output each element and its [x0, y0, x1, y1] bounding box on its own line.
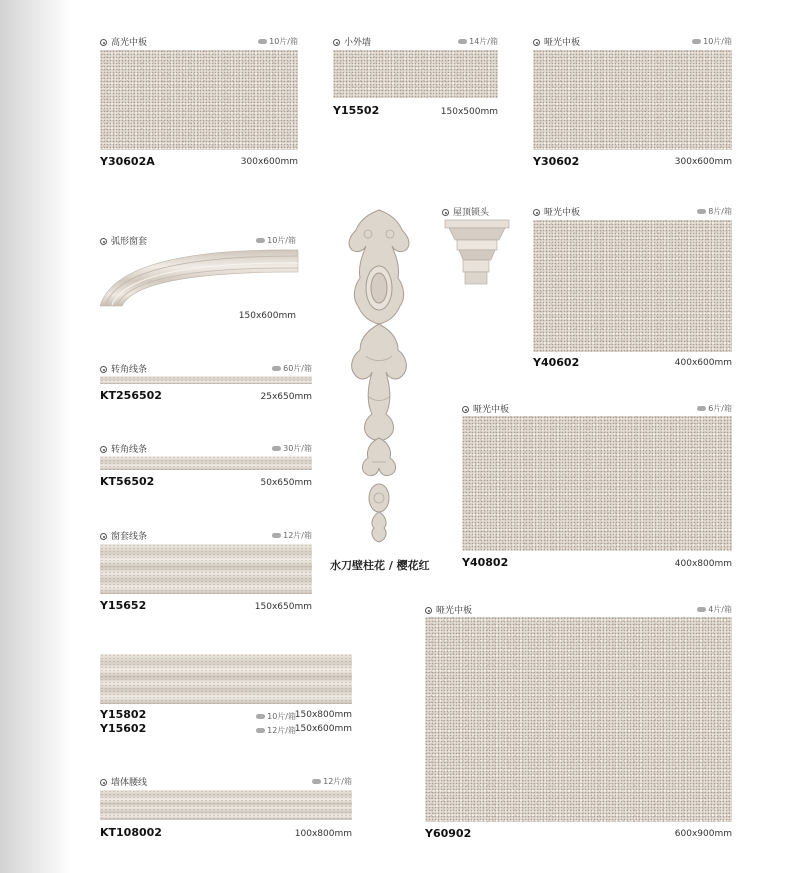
box-icon: [697, 406, 706, 411]
product-size: 150x800mm: [294, 710, 352, 720]
product-code: KT108002: [100, 826, 162, 839]
category-label: 高光中板: [100, 35, 147, 48]
tile-swatch: [333, 50, 498, 98]
product-code: Y40602: [533, 356, 580, 369]
packing-label: 12片/箱: [252, 725, 296, 736]
trim-strip-image: [100, 544, 312, 594]
category-label: 转角线条: [100, 442, 147, 455]
category-label: 墙体腰线: [100, 775, 147, 788]
product-size: 150x650mm: [254, 602, 312, 612]
product-code: KT256502: [100, 389, 162, 402]
trim-strip-image: [100, 376, 312, 384]
tile-swatch: [533, 220, 732, 352]
category-label: 哑光中板: [533, 35, 580, 48]
product-size: 400x600mm: [674, 358, 732, 368]
product-size: 300x600mm: [674, 157, 732, 167]
packing-label: 10片/箱: [672, 36, 732, 47]
tile-swatch: [100, 50, 298, 150]
carved-pilaster-ornament-image: [338, 206, 420, 548]
box-icon: [272, 533, 281, 538]
product-code: Y15502: [333, 104, 380, 117]
packing-label: 12片/箱: [248, 530, 312, 541]
box-icon: [697, 209, 706, 214]
product-size: 150x600mm: [238, 311, 296, 321]
bullet-icon: [533, 39, 540, 46]
packing-label: 14片/箱: [440, 36, 498, 47]
tile-swatch: [533, 50, 732, 150]
packing-label: 30片/箱: [248, 443, 312, 454]
product-size: 300x600mm: [240, 157, 298, 167]
bullet-icon: [533, 209, 540, 216]
box-icon: [256, 728, 265, 733]
category-label: 哑光中板: [425, 603, 472, 616]
bullet-icon: [333, 39, 340, 46]
bullet-icon: [100, 446, 107, 453]
box-icon: [697, 607, 706, 612]
bullet-icon: [100, 366, 107, 373]
trim-strip-image: [100, 654, 352, 704]
bullet-icon: [100, 238, 107, 245]
page-fold-shadow: [0, 0, 70, 873]
tile-swatch: [462, 416, 732, 551]
product-code: Y30602: [533, 155, 580, 168]
product-code: Y15602: [100, 722, 147, 735]
roof-lock-head-image: [443, 218, 513, 286]
bullet-icon: [100, 533, 107, 540]
bullet-icon: [425, 607, 432, 614]
category-label: 小外墙: [333, 35, 371, 48]
product-size: 100x800mm: [294, 829, 352, 839]
ornament-caption: 水刀壁柱花 / 樱花红: [330, 559, 430, 572]
box-icon: [258, 39, 267, 44]
category-label: 转角线条: [100, 362, 147, 375]
packing-label: 6片/箱: [672, 403, 732, 414]
bullet-icon: [442, 209, 449, 216]
product-code: Y15802: [100, 708, 147, 721]
category-label: 屋顶锁头: [442, 205, 489, 218]
arch-window-frame-image: [98, 246, 300, 308]
trim-strip-image: [100, 790, 352, 820]
product-size: 150x500mm: [440, 107, 498, 117]
bullet-icon: [100, 779, 107, 786]
product-code: Y30602A: [100, 155, 155, 168]
box-icon: [272, 366, 281, 371]
bullet-icon: [100, 39, 107, 46]
product-size: 150x600mm: [294, 724, 352, 734]
product-size: 600x900mm: [674, 829, 732, 839]
box-icon: [312, 779, 321, 784]
packing-label: 12片/箱: [288, 776, 352, 787]
category-label: 哑光中板: [462, 402, 509, 415]
box-icon: [692, 39, 701, 44]
bullet-icon: [462, 406, 469, 413]
packing-label: 10片/箱: [240, 36, 298, 47]
box-icon: [256, 238, 265, 243]
packing-label: 8片/箱: [672, 206, 732, 217]
box-icon: [272, 446, 281, 451]
product-code: Y60902: [425, 827, 472, 840]
category-label: 窗套线条: [100, 529, 147, 542]
product-code: Y40802: [462, 556, 509, 569]
product-code: KT56502: [100, 475, 155, 488]
packing-label: 4片/箱: [672, 604, 732, 615]
product-size: 25x650mm: [260, 392, 312, 402]
product-size: 400x800mm: [674, 559, 732, 569]
packing-label: 60片/箱: [248, 363, 312, 374]
product-size: 50x650mm: [260, 478, 312, 488]
box-icon: [458, 39, 467, 44]
packing-label: 10片/箱: [252, 711, 296, 722]
packing-label: 10片/箱: [236, 235, 296, 246]
trim-strip-image: [100, 456, 312, 470]
box-icon: [256, 714, 265, 719]
product-code: Y15652: [100, 599, 147, 612]
tile-swatch: [425, 617, 732, 822]
category-label: 弧形窗套: [100, 234, 147, 247]
category-label: 哑光中板: [533, 205, 580, 218]
